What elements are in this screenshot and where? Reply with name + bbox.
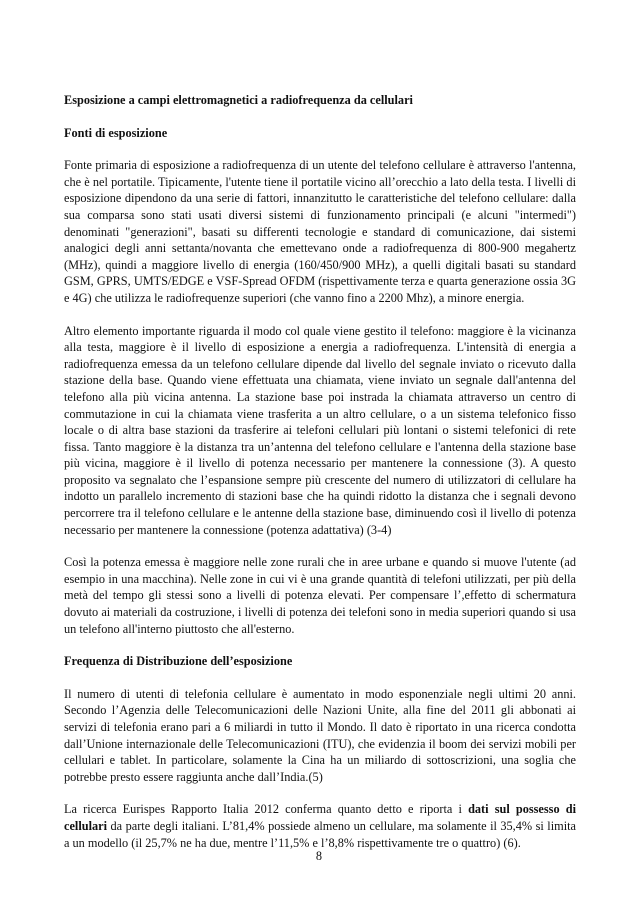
paragraph-5 <box>64 801 576 851</box>
document-page <box>64 92 576 851</box>
paragraph-4: Il numero di utenti di telefonia cellulare è aumentato in modo esponenziale negli ultimi 20 anni. Secondo l’Agenzia delle Telecomunicazioni delle Nazioni Unite, alla fine del 2011 gli abbonati ai servizi di telefonia erano pari a 6 miliardi in tutto il Mondo. Il dato è riportato in una ricerca condotta dall’Unione internazionale delle Telecomunicazioni (ITU), che evidenzia il boom dei servizi mobili per cellulari e tablet. In particolare, solamente la Cina ha un miliardo di sottoscrizioni, una soglia che potrebbe presto essere raggiunta anche dall’India.(5) <box>64 686 576 784</box>
section-heading-fonti: Fonti di esposizione <box>64 125 168 140</box>
paragraph-3: Così la potenza emessa è maggiore nelle zone rurali che in aree urbane e quando si muove l'utente (ad esempio in una macchina). Nelle zone in cui vi è una grande quantità di telefoni utilizzati, per più della metà del tempo gli stessi sono a livelli di potenza elevati. Per compensare l’,effetto di schermatura dovuto ai materiali da costruzione, i livelli di potenza dei telefoni sono in media superiori quando si usa un telefono all'interno piuttosto che all'esterno. <box>64 555 576 636</box>
paragraph-5-text-b: da parte degli italiani. L’81,4% possiede almeno un cellulare, ma solamente il 35,4% si limita a un modello (il 25,7% ne ha due, mentre l’11,5% e l’8,8% rispettivamente tre o quattro) (6). <box>64 818 576 850</box>
section-heading-frequenza: Frequenza di Distribuzione dell’esposizione <box>64 654 293 669</box>
paragraph-5-text-a: La ricerca Eurispes Rapporto Italia 2012 conferma quanto detto e riporta i <box>64 802 469 817</box>
paragraph-5-bold-text: dati sul possesso di cellulari <box>64 802 576 833</box>
document-title: Esposizione a campi elettromagnetici a radiofrequenza da cellulari <box>64 93 413 107</box>
page-number: 8 <box>315 849 323 863</box>
paragraph-1: Fonte primaria di esposizione a radiofrequenza di un utente del telefono cellulare è attraverso l'antenna, che è nel portatile. Tipicamente, l'utente tiene il portatile vicino all’orecchio a lato della testa. I livelli di esposizione dipendono da una serie di fattori, innanzitutto le caratteristiche del telefono cellulare: dalla sua comparsa sono stati usati diversi sistemi di funzionamento principali (e alcuni "intermedi") denominati "generazioni", basati su differenti tecnologie e standard di comunicazione, dai sistemi analogici degli anni settanta/novanta che emettevano onde a radiofrequenza di 800-900 megahertz (MHz), quindi a maggiore livello di energia (160/450/900 MHz), a quelli digitali basati su standard GSM, GPRS, UMTS/EDGE e VSF-Spread OFDM (rispettivamente terza e quarta generazione ossia 3G e 4G) che utilizza le radiofrequenze superiori (che vanno fino a 2200 Mhz), a minore energia. <box>64 158 576 305</box>
paragraph-2: Altro elemento importante riguarda il modo col quale viene gestito il telefono: maggiore è la vicinanza alla testa, maggiore è il livello di esposizione a energia a radiofrequenza. L'intensità di energia a radiofrequenza emessa da un telefono cellulare dipende dal livello del segnale inviato o ricevuto dalla stazione della base. Quando viene effettuata una chiamata, viene inviato un segnale dall'antenna del telefono alla più vicina antenna. La stazione base poi instrada la chiamata attraverso un centro di commutazione in cui la chiamata viene trasferita a un altro cellulare, o a un sistema telefonico fisso locale o di altra base stazioni da trasferire ai telefoni cellulari più lontani o sistemi telefonici di rete fissa. Tanto maggiore è la distanza tra un’antenna del telefono cellulare e l'antenna della stazione base più vicina, maggiore è il livello di potenza necessario per mantenere la connessione (3). A questo proposito va segnalato che l’espansione sempre più crescente del numero di utilizzatori di cellulare ha indotto un parallelo incremento di stazioni base che ha quindi ridotto la distanza che i segnali devono percorrere tra il telefono cellulare e le antenne della stazione base, diminuendo così il livello di potenza necessario per mantenere la connessione (potenza adattativa) (3-4) <box>64 323 576 537</box>
